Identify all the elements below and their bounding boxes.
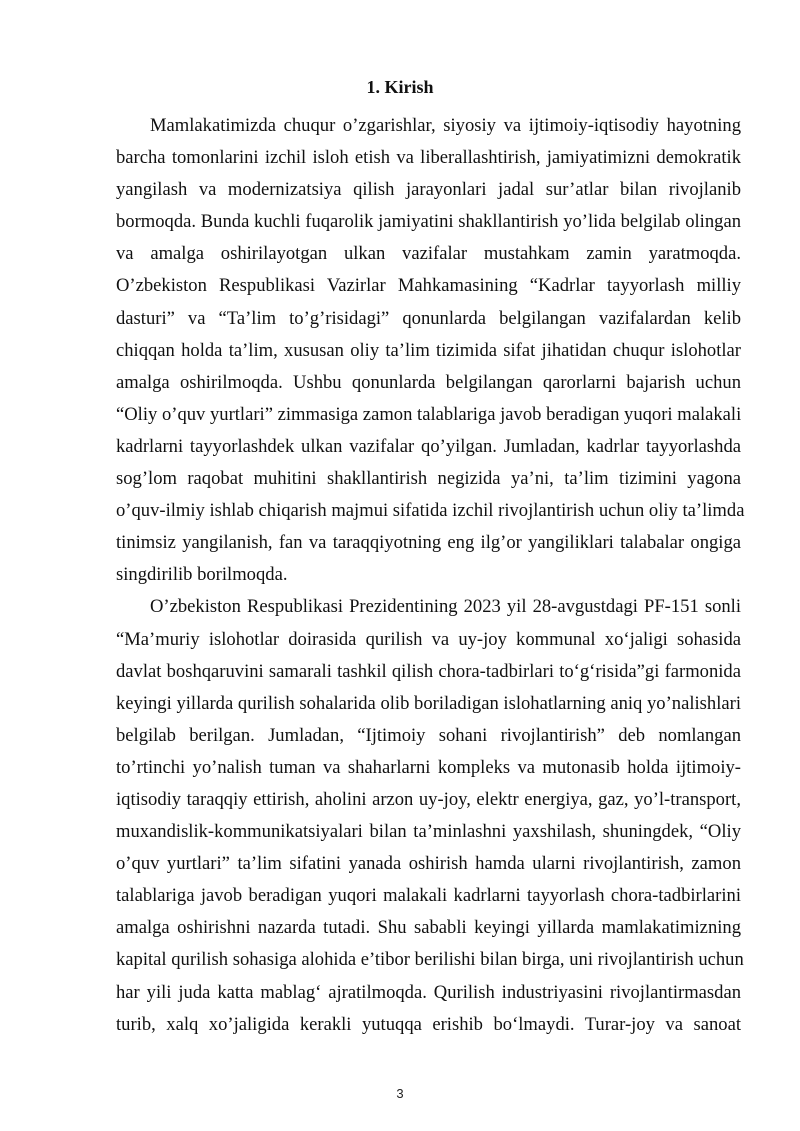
text-line: va amalga oshirilayotgan ulkan vazifalar mustahkam zamin yaratmoqda.	[116, 243, 741, 265]
text-line: talablariga javob beradigan yuqori malakali kadrlarni tayyorlash chora-tadbirlarini	[116, 885, 741, 907]
text-line: O’zbekiston Respublikasi Vazirlar Mahkamasining “Kadrlar tayyorlash milliy	[116, 275, 741, 297]
section-heading: 1. Kirish	[366, 77, 434, 97]
text-line: o’quv-ilmiy ishlab chiqarish majmui sifatida izchil rivojlantirish uchun oliy ta’limda	[116, 500, 745, 522]
text-line: turib, xalq xo’jaligida kerakli yutuqqa erishib bo‘lmaydi. Turar-joy va sanoat	[116, 1013, 741, 1035]
text-line: amalga oshirishni nazarda tutadi. Shu sababli keyingi yillarda mamlakatimizning	[116, 917, 741, 939]
text-line: tinimsiz yangilanish, fan va taraqqiyotning eng ilg’or yangiliklari talabalar ongiga	[116, 532, 741, 554]
text-line: har yili juda katta mablag‘ ajratilmoqda. Qurilish industriyasini rivojlantirmasdan	[116, 981, 741, 1003]
text-line: muxandislik-kommunikatsiyalari bilan ta’minlashni yaxshilash, shuningdek, “Oliy	[116, 821, 741, 843]
text-line: kadrlarni tayyorlashdek ulkan vazifalar qo’yilgan. Jumladan, kadrlar tayyorlashda	[116, 435, 741, 457]
text-line: chiqqan holda ta’lim, xususan oliy ta’lim tizimida sifat jihatidan chuqur islohotlar	[116, 339, 741, 361]
text-line: dasturi” va “Ta’lim to’g’risidagi” qonunlarda belgilangan vazifalardan kelib	[116, 307, 741, 329]
text-line: bormoqda. Bunda kuchli fuqarolik jamiyatini shakllantirish yo’lida belgilab olingan	[116, 211, 741, 233]
text-line: singdirilib borilmoqda.	[116, 564, 288, 586]
paragraph	[116, 591, 744, 1040]
text-line: barcha tomonlarini izchil isloh etish va liberallashtirish, jamiyatimizni demokratik	[116, 147, 741, 169]
body-text	[116, 110, 745, 1041]
page-number: 3	[396, 1086, 404, 1101]
text-line: yangilash va modernizatsiya qilish jarayonlari jadal sur’atlar bilan rivojlanib	[116, 179, 741, 201]
paragraph	[116, 110, 745, 591]
text-line: keyingi yillarda qurilish sohalarida olib boriladigan islohatlarning aniq yo’nalishlari	[116, 692, 741, 714]
text-line: belgilab berilgan. Jumladan, “Ijtimoiy sohani rivojlantirish” deb nomlangan	[116, 724, 741, 746]
text-line: davlat boshqaruvini samarali tashkil qilish chora-tadbirlari to‘g‘risida”gi farmonida	[116, 660, 741, 682]
text-line: Mamlakatimizda chuqur o’zgarishlar, siyosiy va ijtimoiy-iqtisodiy hayotning	[150, 115, 741, 136]
text-line: amalga oshirilmoqda. Ushbu qonunlarda belgilangan qarorlarni bajarish uchun	[116, 371, 741, 393]
text-line: o’quv yurtlari” ta’lim sifatini yanada oshirish hamda ularni rivojlantirish, zamon	[116, 853, 741, 875]
text-line: “Oliy o’quv yurtlari” zimmasiga zamon talablariga javob beradigan yuqori malakali	[116, 403, 742, 425]
text-line: sog’lom raqobat muhitini shakllantirish negizida ya’ni, ta’lim tizimini yagona	[116, 468, 741, 490]
text-line: O’zbekiston Respublikasi Prezidentining 2023 yil 28-avgustdagi PF-151 sonli	[150, 596, 741, 618]
text-line: kapital qurilish sohasiga alohida e’tibor berilishi bilan birga, uni rivojlantirish uchun	[116, 949, 744, 971]
text-line: iqtisodiy taraqqiy ettirish, aholini arzon uy-joy, elektr energiya, gaz, yo’l-transport,	[116, 788, 741, 810]
text-line: “Ma’muriy islohotlar doirasida qurilish va uy-joy kommunal xo‘jaligi sohasida	[116, 628, 741, 650]
text-line: to’rtinchi yo’nalish tuman va shaharlarni kompleks va mutonasib holda ijtimoiy-	[116, 756, 741, 778]
